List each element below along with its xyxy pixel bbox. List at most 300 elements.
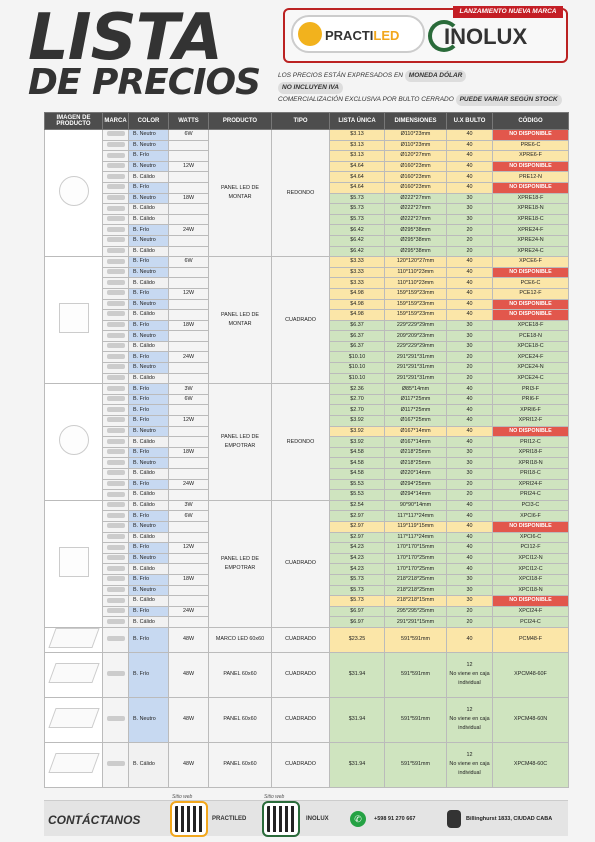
brand-mark	[107, 184, 125, 189]
price-cell: $3.13	[330, 130, 385, 141]
site1-label: Sitio web	[172, 794, 193, 800]
brand-mark	[107, 375, 125, 380]
code-cell: XPRE18-C	[493, 214, 569, 225]
color-cell: B. Frío	[129, 384, 169, 395]
brand-mark	[107, 364, 125, 369]
code-cell: XPCI18-N	[493, 585, 569, 596]
brand-cell	[103, 299, 129, 310]
brand-mark	[107, 439, 125, 444]
product-image	[45, 627, 103, 652]
brand-cell	[103, 617, 129, 628]
code-cell: XPCE24-F	[493, 352, 569, 363]
qty-cell: 40	[447, 500, 493, 511]
brand-cell	[103, 161, 129, 172]
dimensions-cell: 291*291*15mm	[385, 617, 447, 628]
watts-cell	[169, 246, 209, 257]
product-image	[45, 742, 103, 787]
product-photo	[59, 425, 89, 455]
watts-cell	[169, 140, 209, 151]
dimensions-cell: 159*159*23mm	[385, 299, 447, 310]
qty-cell: 40	[447, 543, 493, 554]
col-header: PRODUCTO	[209, 113, 272, 130]
dimensions-cell: 119*119*15mm	[385, 521, 447, 532]
color-cell: B. Frío	[129, 182, 169, 193]
watts-cell: 48W	[169, 742, 209, 787]
practiled-logo	[291, 15, 425, 53]
brand-cell	[103, 246, 129, 257]
dimensions-cell: 159*159*23mm	[385, 288, 447, 299]
color-cell: B. Frío	[129, 257, 169, 268]
type-cell: REDONDO	[272, 130, 330, 257]
table-row	[45, 697, 569, 742]
product-image	[45, 384, 103, 501]
price-cell: $3.33	[330, 267, 385, 278]
qty-cell: 30	[447, 193, 493, 204]
code-cell: XPRE24-C	[493, 246, 569, 257]
brand-cell	[103, 257, 129, 268]
brand-mark	[107, 290, 125, 295]
watts-cell: 18W	[169, 193, 209, 204]
price-cell: $3.92	[330, 437, 385, 448]
brand2-text: INOLUX	[444, 24, 528, 49]
dimensions-cell: Ø294*14mm	[385, 490, 447, 501]
qty-cell: 20	[447, 617, 493, 628]
code-cell: NO DISPONIBLE	[493, 182, 569, 193]
product-cell: PANEL LED DE EMPOTRAR	[209, 500, 272, 627]
price-cell: $10.10	[330, 363, 385, 374]
brand-mark	[107, 608, 125, 613]
color-cell: B. Cálido	[129, 469, 169, 480]
price-cell: $2.97	[330, 511, 385, 522]
watts-cell	[169, 278, 209, 289]
qty-cell: 30	[447, 447, 493, 458]
brand-mark	[107, 269, 125, 274]
code-cell: PRI3-F	[493, 384, 569, 395]
brand-cell	[103, 469, 129, 480]
color-cell: B. Frío	[129, 511, 169, 522]
code-cell: PCI12-F	[493, 543, 569, 554]
watts-cell	[169, 331, 209, 342]
dimensions-cell: Ø120*27mm	[385, 151, 447, 162]
color-cell: B. Neutro	[129, 426, 169, 437]
brand-cell	[103, 373, 129, 384]
header	[0, 0, 595, 112]
color-cell: B. Neutro	[129, 697, 169, 742]
table-row	[45, 627, 569, 652]
watts-cell: 24W	[169, 352, 209, 363]
price-cell: $2.36	[330, 384, 385, 395]
brand-cell	[103, 394, 129, 405]
brand-cell	[103, 447, 129, 458]
brand-cell	[103, 606, 129, 617]
brand-mark	[107, 343, 125, 348]
brand-cell	[103, 384, 129, 395]
code-cell: XPRI24-F	[493, 479, 569, 490]
product-cell: MARCO LED 60x60	[209, 627, 272, 652]
col-header: MARCA	[103, 113, 129, 130]
brand-cell	[103, 426, 129, 437]
price-cell: $5.73	[330, 574, 385, 585]
code-cell: PCE6-C	[493, 278, 569, 289]
watts-cell: 6W	[169, 511, 209, 522]
qty-cell: 40	[447, 278, 493, 289]
code-cell: NO DISPONIBLE	[493, 299, 569, 310]
qty-cell: 40	[447, 257, 493, 268]
brand-mark	[107, 248, 125, 253]
code-cell: XPCM48-60F	[493, 652, 569, 697]
col-header: COLOR	[129, 113, 169, 130]
dimensions-cell: Ø167*25mm	[385, 416, 447, 427]
notes	[278, 70, 562, 106]
price-cell: $4.58	[330, 458, 385, 469]
col-header: DIMENSIONES	[385, 113, 447, 130]
qty-cell: 20	[447, 373, 493, 384]
brand-cell	[103, 521, 129, 532]
code-cell: PCE18-N	[493, 331, 569, 342]
brand-mark	[107, 576, 125, 581]
dimensions-cell: Ø110*23mm	[385, 140, 447, 151]
brand-mark	[107, 259, 125, 264]
qty-cell: 30	[447, 585, 493, 596]
brand2-mini: INOLUX	[306, 816, 329, 822]
watts-cell	[169, 617, 209, 628]
code-cell: PRE12-N	[493, 172, 569, 183]
color-cell: B. Cálido	[129, 278, 169, 289]
code-cell: NO DISPONIBLE	[493, 161, 569, 172]
brand-cell	[103, 140, 129, 151]
price-cell: $31.94	[330, 652, 385, 697]
product-cell: PANEL 60x60	[209, 742, 272, 787]
brand-cell	[103, 479, 129, 490]
dimensions-cell: Ø110*23mm	[385, 130, 447, 141]
brand-cell	[103, 278, 129, 289]
dimensions-cell: Ø160*23mm	[385, 182, 447, 193]
qty-cell: 40	[447, 172, 493, 183]
product-photo	[48, 628, 99, 648]
product-photo	[48, 753, 99, 773]
color-cell: B. Cálido	[129, 490, 169, 501]
qty-cell: 40	[447, 511, 493, 522]
brand-mark	[107, 354, 125, 359]
watts-cell: 12W	[169, 543, 209, 554]
qty-cell: 40	[447, 151, 493, 162]
code-cell: NO DISPONIBLE	[493, 521, 569, 532]
brand-mark	[107, 311, 125, 316]
brand-mark	[107, 492, 125, 497]
brand-cell	[103, 564, 129, 575]
price-table	[44, 112, 569, 788]
note-3: COMERCIALIZACIÓN EXCLUSIVA POR BULTO CERRADO	[278, 96, 454, 103]
price-cell: $31.94	[330, 697, 385, 742]
brand-cell	[103, 416, 129, 427]
product-cell: PANEL 60x60	[209, 652, 272, 697]
qr-code-inolux[interactable]	[264, 803, 298, 835]
dimensions-cell: Ø294*25mm	[385, 479, 447, 490]
brand-mark	[107, 598, 125, 603]
brand1-mini: PRACTILED	[212, 816, 247, 822]
price-cell: $4.23	[330, 564, 385, 575]
watts-cell: 6W	[169, 257, 209, 268]
type-cell: CUADRADO	[272, 742, 330, 787]
watts-cell: 24W	[169, 479, 209, 490]
watts-cell: 3W	[169, 500, 209, 511]
brand-mark	[107, 142, 125, 147]
qty-cell: 40	[447, 405, 493, 416]
color-cell: B. Neutro	[129, 235, 169, 246]
code-cell: PRI6-F	[493, 394, 569, 405]
col-header: U.X BULTO	[447, 113, 493, 130]
brand-cell	[103, 574, 129, 585]
col-header: LISTA ÚNICA	[330, 113, 385, 130]
footer	[44, 794, 568, 836]
brand-mark	[107, 195, 125, 200]
price-cell: $3.92	[330, 426, 385, 437]
dimensions-cell: 291*291*31mm	[385, 363, 447, 374]
price-cell: $6.37	[330, 320, 385, 331]
dimensions-cell: 170*170*15mm	[385, 543, 447, 554]
brand-cell	[103, 151, 129, 162]
dimensions-cell: Ø222*27mm	[385, 193, 447, 204]
watts-cell	[169, 267, 209, 278]
qty-cell: 40	[447, 299, 493, 310]
brand-cell	[103, 490, 129, 501]
watts-cell	[169, 596, 209, 607]
price-cell: $4.64	[330, 161, 385, 172]
code-cell: NO DISPONIBLE	[493, 426, 569, 437]
brand-mark	[107, 502, 125, 507]
product-image	[45, 257, 103, 384]
code-cell: XPRE18-N	[493, 204, 569, 215]
brand-mark	[107, 206, 125, 211]
brand-cell	[103, 341, 129, 352]
price-cell: $6.37	[330, 331, 385, 342]
dimensions-cell: 291*291*31mm	[385, 352, 447, 363]
color-cell: B. Cálido	[129, 437, 169, 448]
brand-cell	[103, 130, 129, 141]
code-cell: XPCM48-60N	[493, 697, 569, 742]
price-cell: $3.33	[330, 278, 385, 289]
code-cell: PCI24-C	[493, 617, 569, 628]
product-photo	[48, 708, 99, 728]
color-cell: B. Frío	[129, 543, 169, 554]
color-cell: B. Frío	[129, 225, 169, 236]
qr-code-practiled[interactable]	[172, 803, 206, 835]
brand-mark	[107, 396, 125, 401]
qty-cell: 20	[447, 479, 493, 490]
brand-cell	[103, 500, 129, 511]
dimensions-cell: Ø222*27mm	[385, 204, 447, 215]
color-cell: B. Frío	[129, 416, 169, 427]
brand-mark	[107, 163, 125, 168]
price-cell: $4.98	[330, 299, 385, 310]
dimensions-cell: Ø218*25mm	[385, 458, 447, 469]
brand-cell	[103, 288, 129, 299]
price-cell: $6.97	[330, 617, 385, 628]
price-cell: $4.23	[330, 553, 385, 564]
brand-mark	[107, 587, 125, 592]
brand-mark	[107, 428, 125, 433]
dimensions-cell: 159*159*23mm	[385, 310, 447, 321]
price-cell: $3.33	[330, 257, 385, 268]
watts-cell	[169, 469, 209, 480]
table-header-row	[45, 113, 569, 130]
brand-cell	[103, 405, 129, 416]
color-cell: B. Frío	[129, 574, 169, 585]
dimensions-cell: Ø167*14mm	[385, 426, 447, 437]
watts-cell: 6W	[169, 394, 209, 405]
watts-cell	[169, 341, 209, 352]
qty-cell: 20	[447, 352, 493, 363]
color-cell: B. Cálido	[129, 617, 169, 628]
dimensions-cell: Ø222*27mm	[385, 214, 447, 225]
qty-cell: 30	[447, 320, 493, 331]
dimensions-cell: Ø295*38mm	[385, 225, 447, 236]
color-cell: B. Frío	[129, 394, 169, 405]
code-cell: PRI18-C	[493, 469, 569, 480]
watts-cell	[169, 373, 209, 384]
dimensions-cell: Ø220*14mm	[385, 469, 447, 480]
brand-mark	[107, 417, 125, 422]
brand-cell	[103, 532, 129, 543]
code-cell: NO DISPONIBLE	[493, 596, 569, 607]
price-cell: $5.73	[330, 193, 385, 204]
watts-cell	[169, 235, 209, 246]
brand-cell	[103, 225, 129, 236]
price-cell: $6.42	[330, 235, 385, 246]
code-cell: XPRI18-F	[493, 447, 569, 458]
code-cell: XPRI6-F	[493, 405, 569, 416]
color-cell: B. Neutro	[129, 130, 169, 141]
code-cell: XPCM48-60C	[493, 742, 569, 787]
qty-cell: 12 No viene en caja individual	[447, 697, 493, 742]
note-1-highlight: MONEDA DÓLAR	[405, 70, 467, 82]
dimensions-cell: 229*229*29mm	[385, 320, 447, 331]
color-cell: B. Neutro	[129, 363, 169, 374]
site2-label: Sitio web	[264, 794, 285, 800]
brand-mark	[107, 301, 125, 306]
qty-cell: 40	[447, 182, 493, 193]
note-2: NO INCLUYEN IVA	[278, 82, 343, 94]
qty-cell: 30	[447, 331, 493, 342]
watts-cell: 18W	[169, 574, 209, 585]
dimensions-cell: Ø218*25mm	[385, 447, 447, 458]
phone[interactable]: +598 91 270 667	[374, 816, 416, 822]
code-cell: XPCI6-C	[493, 532, 569, 543]
price-cell: $5.73	[330, 596, 385, 607]
qty-cell: 30	[447, 204, 493, 215]
code-cell: PRI24-C	[493, 490, 569, 501]
qty-cell: 40	[447, 437, 493, 448]
product-cell: PANEL 60x60	[209, 697, 272, 742]
brand-mark	[107, 470, 125, 475]
color-cell: B. Neutro	[129, 267, 169, 278]
table-row	[45, 257, 569, 268]
brand-mark	[107, 174, 125, 179]
qty-cell: 40	[447, 564, 493, 575]
color-cell: B. Cálido	[129, 500, 169, 511]
code-cell: PRI12-C	[493, 437, 569, 448]
price-cell: $3.13	[330, 151, 385, 162]
col-header: IMAGEN DE PRODUCTO	[45, 113, 103, 130]
dimensions-cell: Ø160*23mm	[385, 161, 447, 172]
type-cell: CUADRADO	[272, 500, 330, 627]
brand-mark	[107, 619, 125, 624]
brand-cell	[103, 267, 129, 278]
dimensions-cell: 591*591mm	[385, 697, 447, 742]
color-cell: B. Neutro	[129, 521, 169, 532]
qty-cell: 20	[447, 235, 493, 246]
col-header: TIPO	[272, 113, 330, 130]
qty-cell: 12 No viene en caja individual	[447, 742, 493, 787]
watts-cell: 12W	[169, 161, 209, 172]
watts-cell	[169, 204, 209, 215]
watts-cell: 18W	[169, 320, 209, 331]
qty-cell: 40	[447, 426, 493, 437]
color-cell: B. Neutro	[129, 458, 169, 469]
dimensions-cell: Ø295*38mm	[385, 246, 447, 257]
code-cell: XPCI12-C	[493, 564, 569, 575]
code-cell: PRE6-C	[493, 140, 569, 151]
dimensions-cell: Ø85*14mm	[385, 384, 447, 395]
dimensions-cell: Ø160*23mm	[385, 172, 447, 183]
price-cell: $4.98	[330, 310, 385, 321]
dimensions-cell: 170*170*25mm	[385, 553, 447, 564]
price-cell: $10.10	[330, 373, 385, 384]
watts-cell	[169, 405, 209, 416]
brand-cell	[103, 511, 129, 522]
brand-cell	[103, 652, 129, 697]
qty-cell: 30	[447, 458, 493, 469]
price-cell: $4.58	[330, 447, 385, 458]
type-cell: REDONDO	[272, 384, 330, 501]
dimensions-cell: 120*120*27mm	[385, 257, 447, 268]
price-cell: $5.53	[330, 479, 385, 490]
code-cell: NO DISPONIBLE	[493, 267, 569, 278]
color-cell: B. Frío	[129, 652, 169, 697]
brand-mark	[107, 636, 125, 641]
brand-cell	[103, 363, 129, 374]
color-cell: B. Cálido	[129, 532, 169, 543]
watts-cell	[169, 458, 209, 469]
brand-mark	[107, 322, 125, 327]
location-icon	[447, 810, 461, 828]
qty-cell: 20	[447, 363, 493, 374]
price-cell: $2.97	[330, 532, 385, 543]
product-photo	[59, 176, 89, 206]
qty-cell: 40	[447, 532, 493, 543]
code-cell: PCI3-C	[493, 500, 569, 511]
brand-mark	[107, 386, 125, 391]
product-image	[45, 652, 103, 697]
color-cell: B. Frío	[129, 320, 169, 331]
brand-cell	[103, 320, 129, 331]
dimensions-cell: 218*218*15mm	[385, 596, 447, 607]
qty-cell: 20	[447, 606, 493, 617]
price-cell: $6.42	[330, 225, 385, 236]
code-cell: XPCE24-C	[493, 373, 569, 384]
watts-cell	[169, 532, 209, 543]
dimensions-cell: Ø295*38mm	[385, 235, 447, 246]
color-cell: B. Frío	[129, 405, 169, 416]
watts-cell	[169, 363, 209, 374]
note-3-highlight: PUEDE VARIAR SEGÚN STOCK	[456, 94, 562, 106]
sun-icon	[298, 22, 322, 46]
product-cell: PANEL LED DE EMPOTRAR	[209, 384, 272, 501]
code-cell: XPCI6-F	[493, 511, 569, 522]
qty-cell: 40	[447, 140, 493, 151]
brand1-text: PRACTI	[325, 28, 374, 43]
whatsapp-icon[interactable]: ✆	[350, 811, 366, 827]
